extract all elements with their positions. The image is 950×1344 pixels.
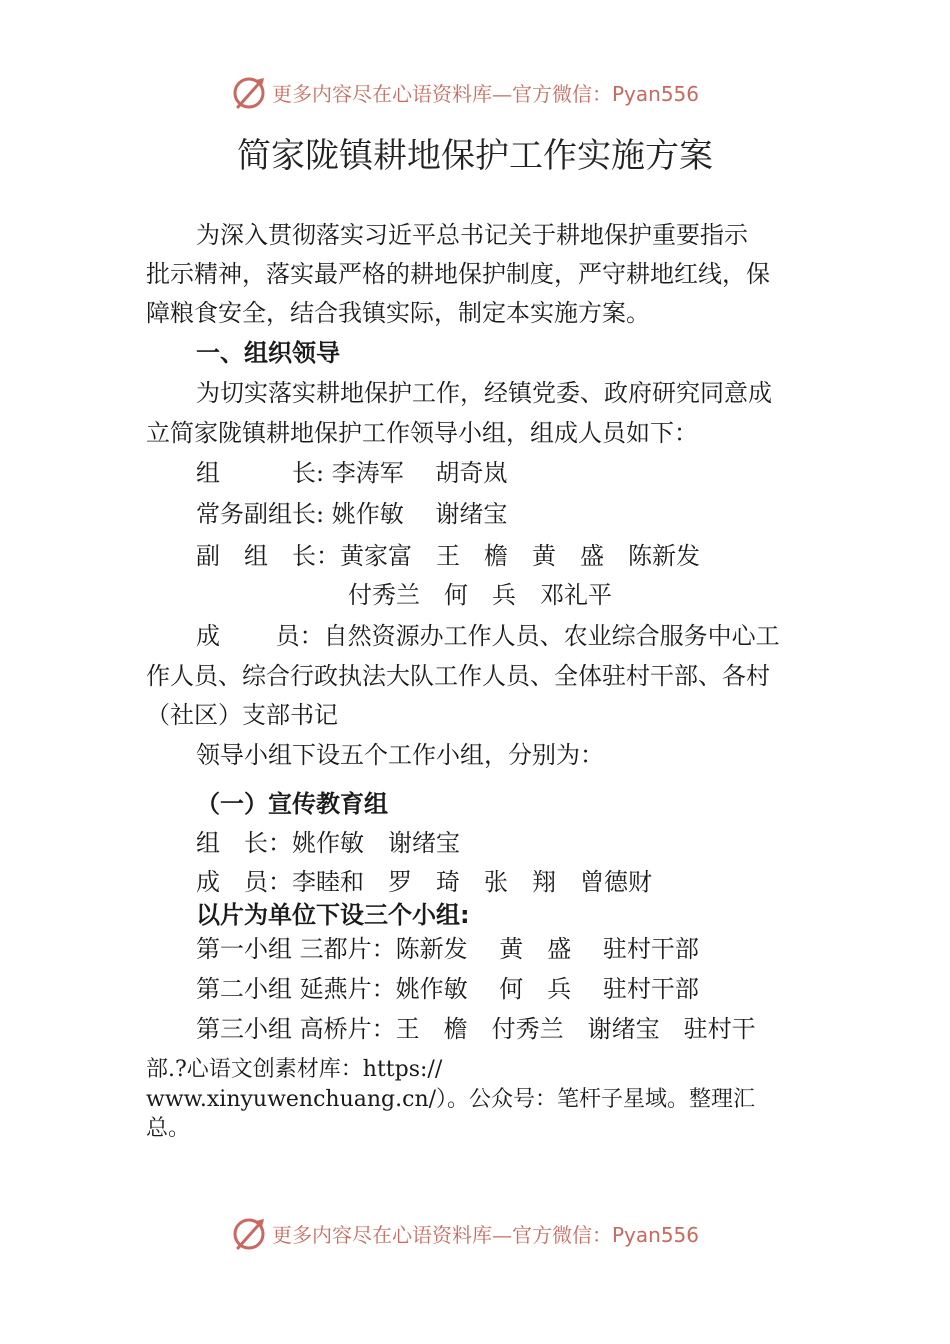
paragraph-line: 立简家陇镇耕地保护工作领导小组，组成人员如下：	[146, 419, 698, 447]
paragraph-line: 为切实落实耕地保护工作，经镇党委、政府研究同意成	[196, 379, 772, 407]
paragraph-line: 作人员、综合行政执法大队工作人员、全体驻村干部、各村	[146, 662, 770, 690]
source-line: www.xinyuwenchuang.cn/）。公众号：笔杆子星域。整理汇	[146, 1087, 756, 1112]
member-line: 第二小组 延燕片：姚作敏 何 兵 驻村干部	[196, 975, 699, 1003]
paragraph-line: 批示精神，落实最严格的耕地保护制度，严守耕地红线，保	[146, 260, 770, 288]
section-heading: 一、组织领导	[196, 339, 340, 367]
watermark-banner-bottom	[232, 1213, 699, 1253]
paragraph-line: 领导小组下设五个工作小组，分别为：	[196, 741, 604, 769]
watermark-banner-top	[232, 72, 699, 112]
paragraph-line: （社区）支部书记	[146, 701, 338, 729]
member-line: 付秀兰 何 兵 邓礼平	[348, 581, 612, 609]
document-title: 简家陇镇耕地保护工作实施方案	[237, 136, 713, 176]
member-line: 成 员：自然资源办工作人员、农业综合服务中心工	[196, 622, 780, 650]
paragraph-line: 障粮食安全，结合我镇实际，制定本实施方案。	[146, 299, 650, 327]
source-line: 总。	[146, 1116, 191, 1141]
pen-logo-icon	[232, 74, 268, 110]
subsection-heading: （一）宣传教育组	[196, 790, 388, 818]
member-line: 第一小组 三都片：陈新发 黄 盛 驻村干部	[196, 935, 699, 963]
member-line: 组 长：姚作敏 谢绪宝	[196, 829, 460, 857]
watermark-text: 更多内容尽在心语资料库—官方微信：Pyan556	[272, 1222, 700, 1247]
subsection-heading: 以片为单位下设三个小组:	[196, 901, 470, 929]
member-line: 第三小组 高桥片：王 檐 付秀兰 谢绪宝 驻村干	[196, 1015, 756, 1043]
source-line: 部.?心语文创素材库：https://	[146, 1057, 443, 1082]
member-line: 成 员：李睦和 罗 琦 张 翔 曾德财	[196, 868, 652, 896]
member-line: 副 组 长：黄家富 王 檐 黄 盛 陈新发	[196, 542, 700, 570]
member-line: 组 长: 李涛军 胡奇岚	[196, 459, 508, 487]
member-line: 常务副组长: 姚作敏 谢绪宝	[196, 500, 508, 528]
pen-logo-icon	[232, 1215, 268, 1251]
paragraph-line: 为深入贯彻落实习近平总书记关于耕地保护重要指示	[196, 221, 748, 249]
watermark-text: 更多内容尽在心语资料库—官方微信：Pyan556	[272, 81, 700, 106]
